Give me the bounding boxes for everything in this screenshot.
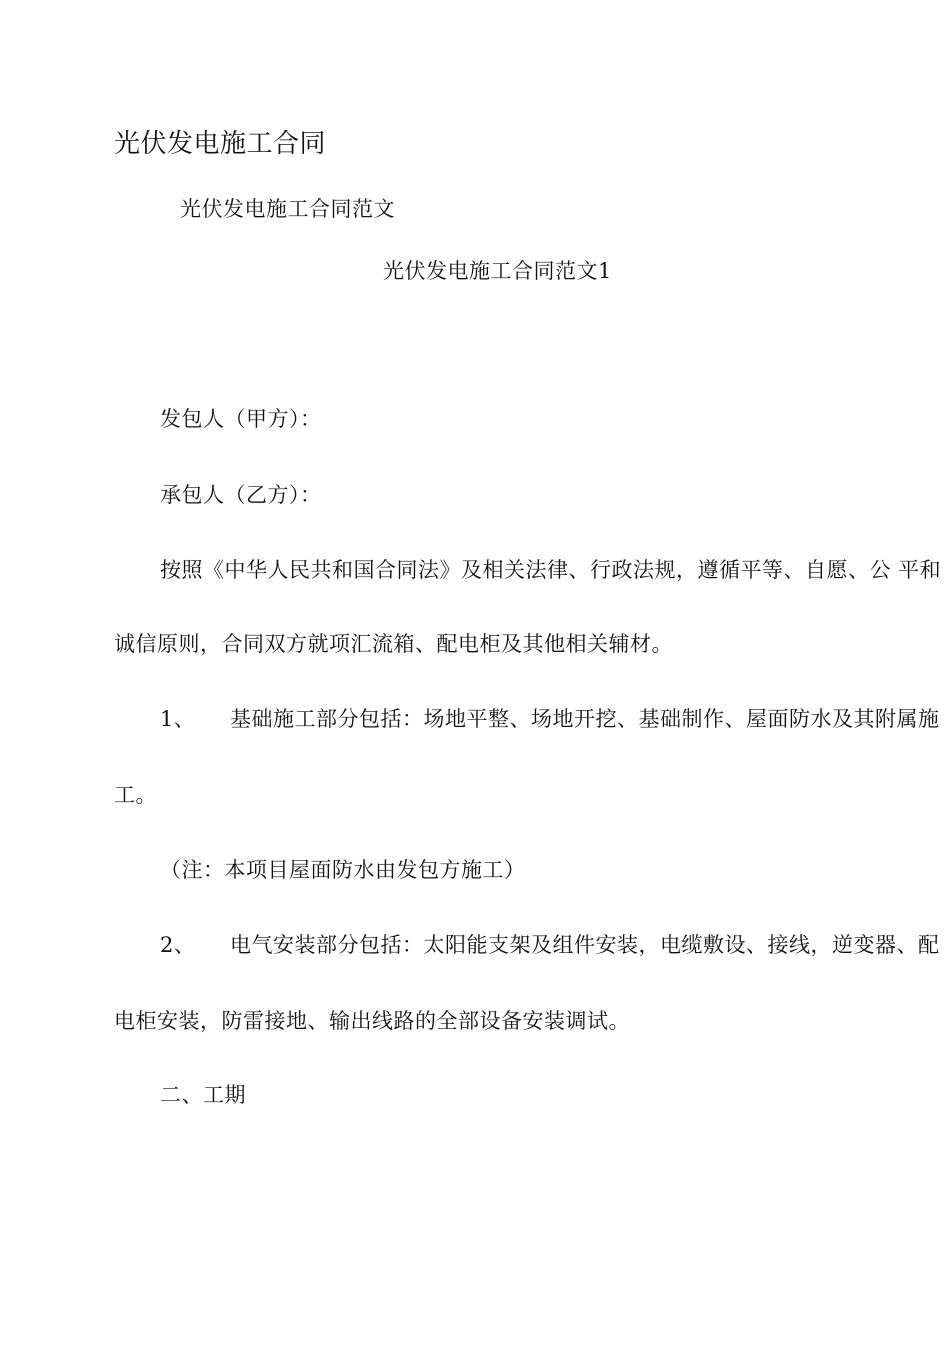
- item-1-line-1: [160, 704, 940, 734]
- intro-paragraph-line-1: 按照《中华人民共和国合同法》及相关法律、行政法规，遵循平等、自愿、公 平和: [160, 558, 942, 582]
- section-title: 光伏发电施工合同范文1: [383, 259, 612, 283]
- item-1-text: 基础施工部分包括：场地平整、场地开挖、基础制作、屋面防水及其附属施: [230, 707, 940, 731]
- section-2-heading: 二、工期: [160, 1083, 246, 1107]
- item-2-line-1: [160, 930, 940, 960]
- document-subtitle: 光伏发电施工合同范文: [180, 197, 395, 221]
- note-line: （注：本项目屋面防水由发包方施工）: [160, 858, 526, 882]
- item-1-line-2: 工。: [114, 783, 157, 807]
- item-1-number: 1、: [160, 707, 196, 731]
- party-a-line: 发包人（甲方）：: [160, 407, 322, 431]
- party-b-line: 承包人（乙方）：: [160, 483, 322, 507]
- item-2-number: 2、: [160, 933, 196, 957]
- document-title: 光伏发电施工合同: [114, 129, 327, 159]
- item-2-line-2: 电柜安装，防雷接地、输出线路的全部设备安装调试。: [114, 1009, 630, 1033]
- intro-paragraph-line-2: 诚信原则，合同双方就项汇流箱、配电柜及其他相关辅材。: [114, 632, 673, 656]
- item-2-text: 电气安装部分包括：太阳能支架及组件安装，电缆敷设、接线，逆变器、配: [230, 933, 940, 957]
